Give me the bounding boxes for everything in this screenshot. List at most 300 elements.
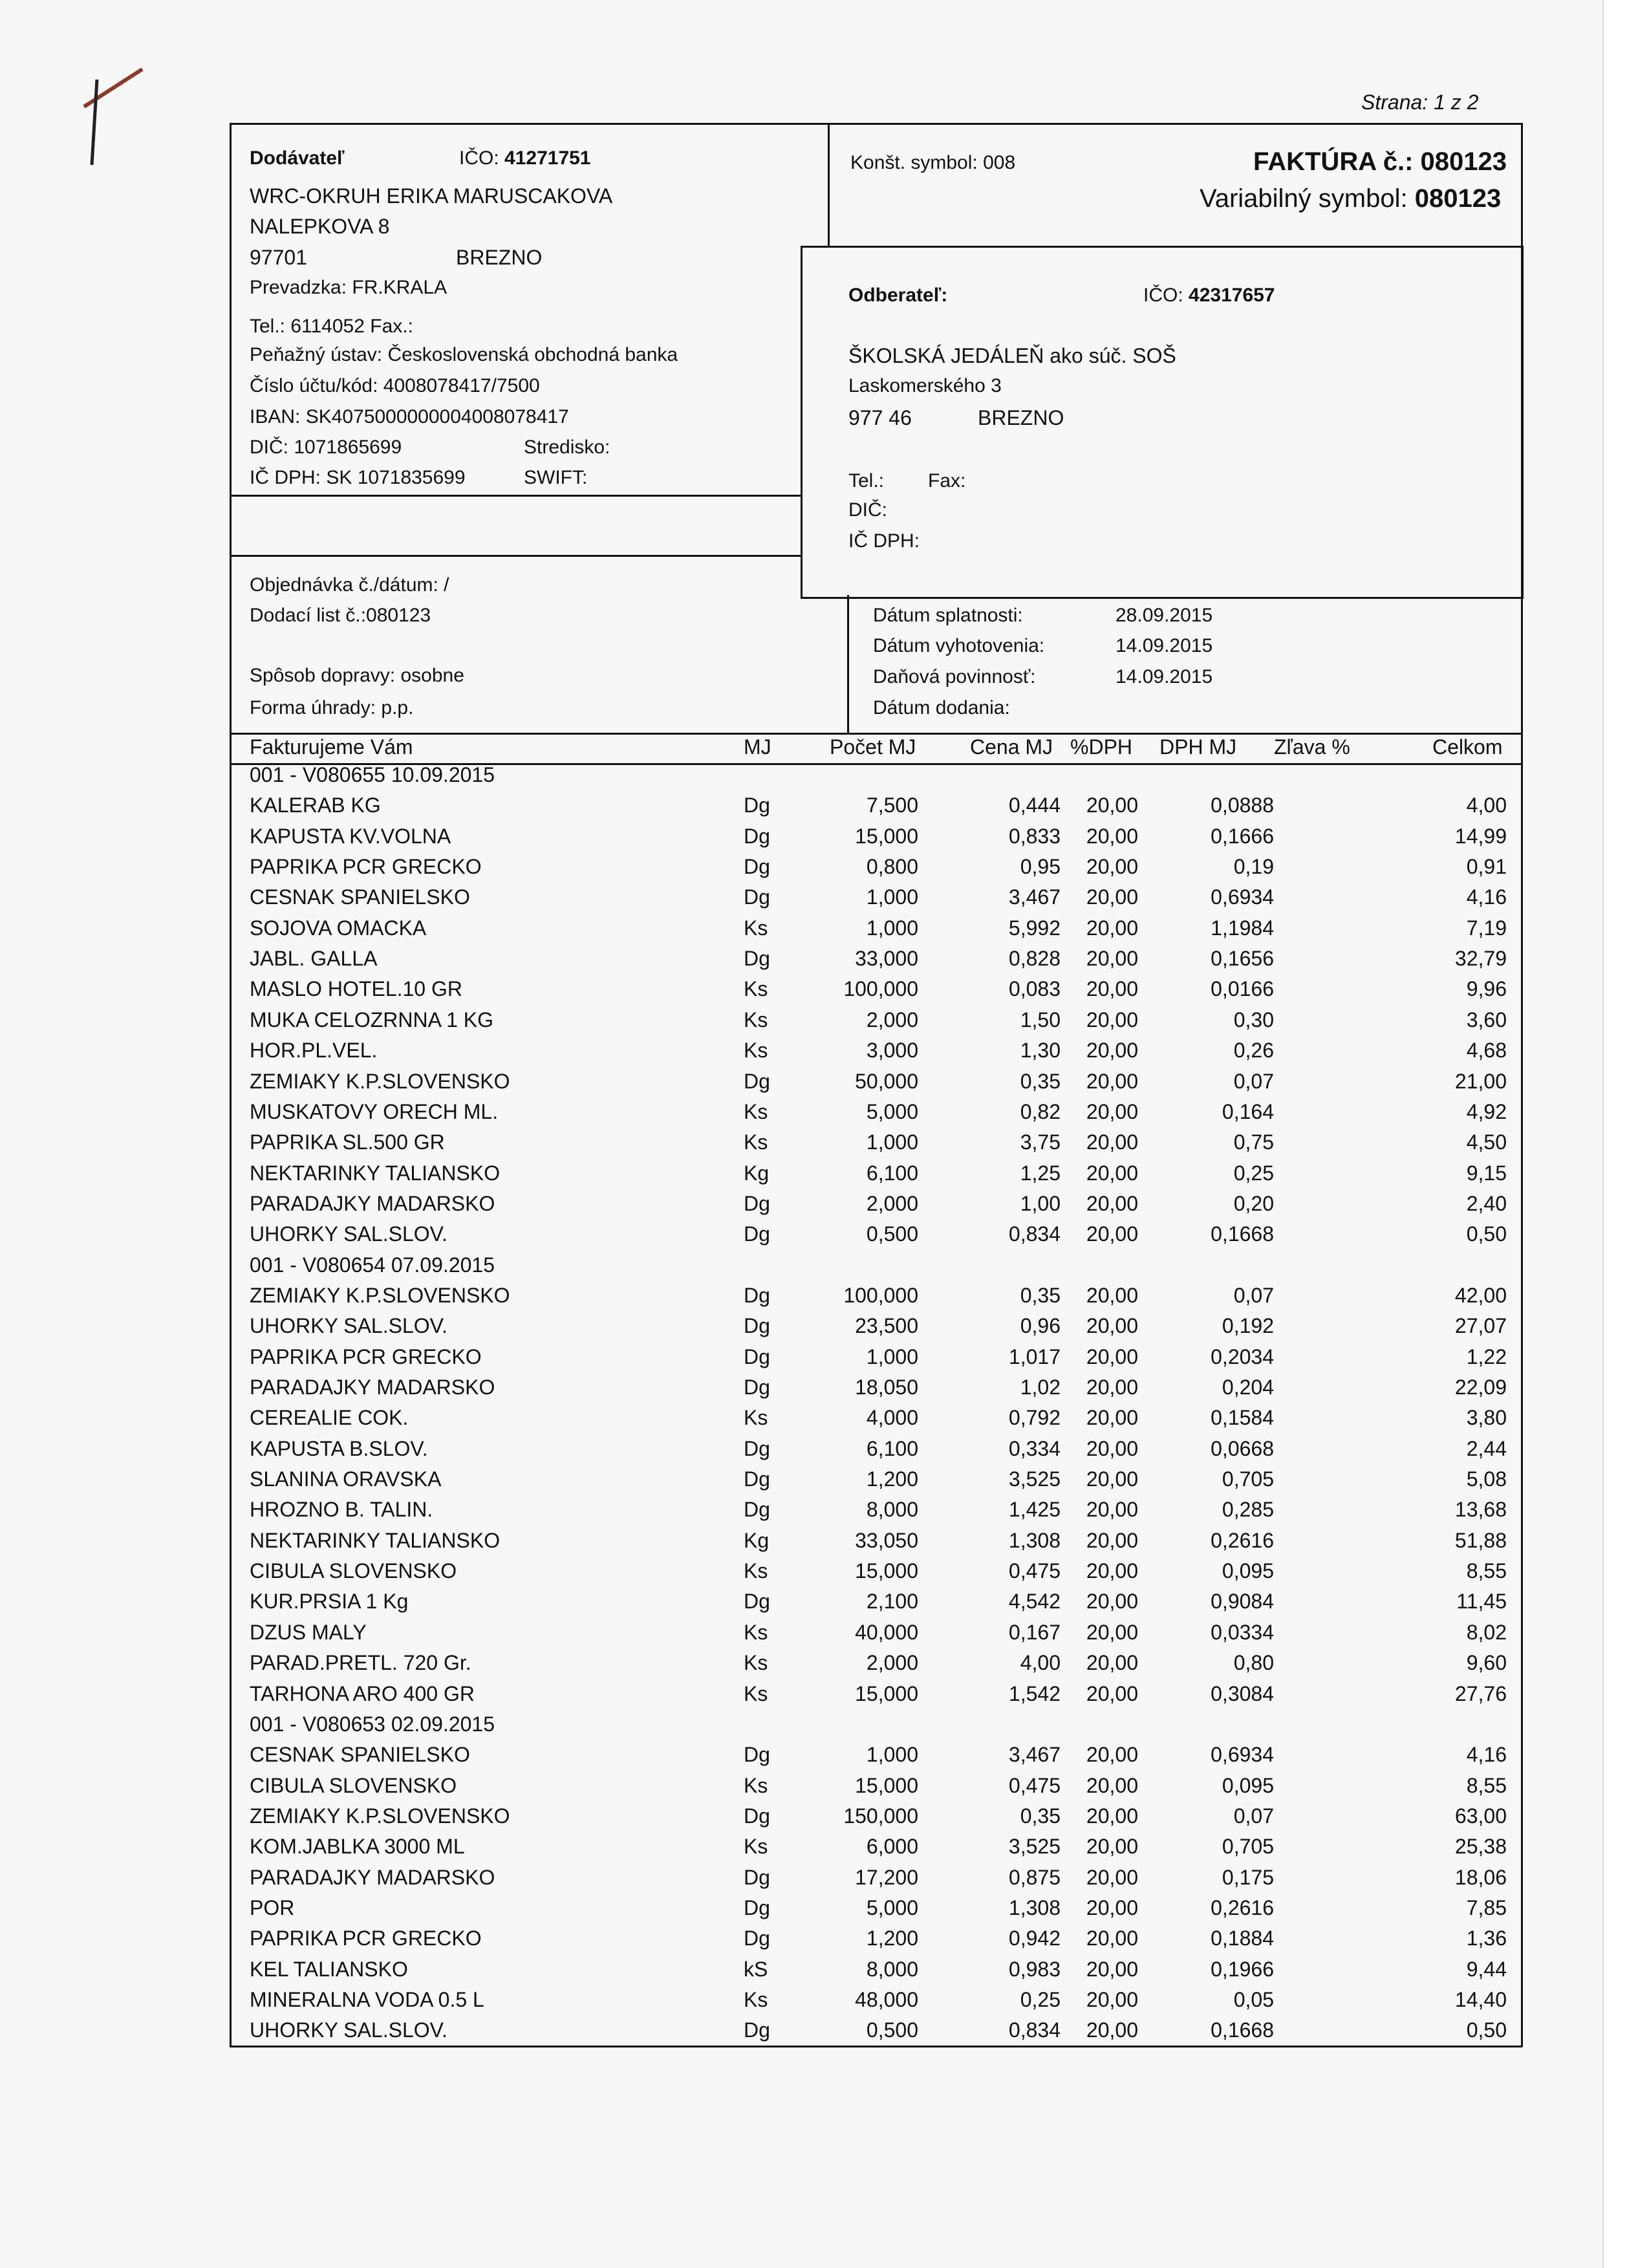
cell-price: 0,828	[1008, 947, 1061, 971]
table-row	[0, 1192, 1602, 1222]
cell-qty: 0,500	[866, 2018, 918, 2042]
cell-mj: Dg	[744, 1895, 770, 1919]
cell-price: 1,02	[1020, 1376, 1061, 1399]
customer-ico	[1143, 285, 1275, 307]
cell-dphmj: 0,2034	[1211, 1345, 1274, 1368]
cell-mj: Ks	[744, 916, 768, 940]
cell-mj: Kg	[744, 1161, 770, 1185]
cell-price: 0,35	[1020, 1804, 1061, 1828]
cell-qty: 18,050	[855, 1376, 918, 1399]
cell-qty: 6,100	[866, 1436, 918, 1460]
cell-vat: 20,00	[1086, 1835, 1138, 1859]
table-row	[0, 885, 1602, 916]
cell-dphmj: 0,07	[1233, 1283, 1274, 1307]
supplier-iban: IBAN: SK4075000000004008078417	[250, 406, 569, 427]
cell-vat: 20,00	[1086, 1283, 1138, 1307]
cell-total: 27,07	[1454, 1314, 1507, 1338]
cell-qty: 48,000	[855, 1988, 918, 2011]
cell-price: 1,308	[1008, 1528, 1061, 1552]
supplier-city: BREZNO	[456, 246, 543, 269]
supplier-swift: SWIFT:	[524, 467, 588, 488]
cell-qty: 4,000	[866, 1406, 918, 1430]
cell-qty: 1,200	[866, 1467, 918, 1491]
cell-total: 4,00	[1466, 794, 1507, 817]
cell-vat: 20,00	[1086, 916, 1138, 940]
cell-price: 0,792	[1008, 1406, 1061, 1430]
cell-dphmj: 0,705	[1222, 1835, 1274, 1859]
cell-mj: Dg	[744, 1069, 770, 1093]
cell-name: NEKTARINKY TALIANSKO	[250, 1528, 501, 1552]
cell-name: KOM.JABLKA 3000 ML	[250, 1835, 465, 1859]
cell-qty: 0,500	[866, 1222, 918, 1246]
customer-fax: Fax:	[928, 470, 966, 491]
cell-mj: Ks	[744, 1039, 768, 1063]
cell-total: 4,92	[1466, 1099, 1507, 1123]
cell-price: 3,75	[1020, 1130, 1061, 1154]
customer-zip: 977 46	[848, 406, 912, 429]
cell-qty: 2,100	[866, 1590, 918, 1614]
cell-name: UHORKY SAL.SLOV.	[250, 2018, 447, 2042]
variable-symbol-label: Variabilný symbol:	[1200, 184, 1408, 213]
cell-price: 0,475	[1008, 1773, 1061, 1797]
cell-price: 0,875	[1008, 1865, 1061, 1889]
cell-name: MUKA CELOZRNNA 1 KG	[250, 1008, 493, 1031]
cell-price: 0,95	[1020, 855, 1061, 879]
cell-qty: 1,000	[866, 1130, 918, 1154]
table-row	[0, 1958, 1602, 1988]
invoice-title-label: FAKTÚRA č.:	[1253, 147, 1414, 176]
cell-dphmj: 0,07	[1233, 1804, 1274, 1828]
cell-qty: 6,100	[866, 1161, 918, 1185]
cell-vat: 20,00	[1086, 1161, 1138, 1185]
cell-dphmj: 0,1668	[1211, 1222, 1274, 1246]
col-header-discount: Zľava %	[1274, 735, 1350, 759]
cell-name: 001 - V080654 07.09.2015	[250, 1253, 495, 1277]
table-row	[0, 855, 1602, 885]
cell-qty: 15,000	[855, 1773, 918, 1797]
supplier-ico-value: 41271751	[504, 147, 591, 169]
cell-name: KEL TALIANSKO	[250, 1957, 408, 1981]
cell-mj: Ks	[744, 1988, 768, 2011]
page-number: Strana: 1 z 2	[1361, 91, 1479, 114]
table-row	[0, 1835, 1602, 1865]
cell-name: ZEMIAKY K.P.SLOVENSKO	[250, 1069, 510, 1093]
cell-vat: 20,00	[1086, 977, 1138, 1001]
cell-name: CESNAK SPANIELSKO	[250, 1743, 470, 1767]
table-row	[0, 1406, 1602, 1436]
cell-price: 0,25	[1020, 1988, 1061, 2011]
customer-ico-label: IČO:	[1143, 285, 1183, 306]
cell-total: 9,44	[1466, 1957, 1507, 1981]
customer-street: Laskomerského 3	[848, 375, 1002, 396]
cell-mj: Ks	[744, 1099, 768, 1123]
table-row	[0, 1804, 1602, 1835]
cell-mj: Dg	[744, 1345, 770, 1368]
cell-price: 0,82	[1020, 1099, 1061, 1123]
cell-vat: 20,00	[1086, 1191, 1138, 1215]
cell-vat: 20,00	[1086, 1804, 1138, 1828]
cell-vat: 20,00	[1086, 947, 1138, 971]
cell-vat: 20,00	[1086, 1773, 1138, 1797]
table-row	[0, 794, 1602, 824]
cell-dphmj: 0,1884	[1211, 1927, 1274, 1950]
cell-dphmj: 0,705	[1222, 1467, 1274, 1491]
cell-qty: 2,000	[866, 1191, 918, 1215]
due-date-value: 28.09.2015	[1116, 605, 1213, 626]
cell-qty: 17,200	[855, 1865, 918, 1889]
cell-dphmj: 0,1584	[1211, 1406, 1274, 1430]
table-row	[0, 1927, 1602, 1957]
supplier-dic: DIČ: 1071865699	[250, 437, 402, 458]
table-row	[0, 1130, 1602, 1161]
col-header-dphmj: DPH MJ	[1159, 735, 1237, 759]
cell-name: MUSKATOVY ORECH ML.	[250, 1099, 499, 1123]
payment-method: Forma úhrady: p.p.	[250, 697, 414, 718]
cell-vat: 20,00	[1086, 1620, 1138, 1644]
cell-price: 1,30	[1020, 1039, 1061, 1063]
cell-total: 22,09	[1454, 1376, 1507, 1399]
cell-name: KAPUSTA KV.VOLNA	[250, 824, 451, 848]
cell-mj: Ks	[744, 1651, 768, 1675]
cell-price: 0,96	[1020, 1314, 1061, 1338]
cell-total: 7,85	[1466, 1895, 1507, 1919]
cell-name: PARADAJKY MADARSKO	[250, 1191, 495, 1215]
cell-vat: 20,00	[1086, 1069, 1138, 1093]
cell-vat: 20,00	[1086, 1927, 1138, 1950]
supplier-account: Číslo účtu/kód: 4008078417/7500	[250, 375, 540, 396]
cell-vat: 20,00	[1086, 1528, 1138, 1552]
cell-qty: 1,000	[866, 916, 918, 940]
cell-qty: 5,000	[866, 1895, 918, 1919]
cell-dphmj: 0,0888	[1211, 794, 1274, 817]
cell-price: 1,308	[1008, 1895, 1061, 1919]
issue-date-value: 14.09.2015	[1116, 635, 1213, 656]
cell-total: 8,02	[1466, 1620, 1507, 1644]
cell-qty: 33,050	[855, 1528, 918, 1552]
cell-vat: 20,00	[1086, 1559, 1138, 1583]
cell-vat: 20,00	[1086, 1651, 1138, 1675]
cell-vat: 20,00	[1086, 1314, 1138, 1338]
cell-qty: 1,200	[866, 1927, 918, 1950]
cell-total: 8,55	[1466, 1559, 1507, 1583]
cell-vat: 20,00	[1086, 1099, 1138, 1123]
cell-qty: 23,500	[855, 1314, 918, 1338]
cell-mj: Dg	[744, 1467, 770, 1491]
cell-mj: Dg	[744, 855, 770, 879]
cell-name: PAPRIKA PCR GRECKO	[250, 1345, 482, 1368]
cell-mj: Dg	[744, 1283, 770, 1307]
cell-name: JABL. GALLA	[250, 947, 378, 971]
cell-mj: Dg	[744, 1590, 770, 1614]
cell-vat: 20,00	[1086, 1376, 1138, 1399]
cell-total: 11,45	[1456, 1590, 1507, 1614]
cell-qty: 1,000	[866, 1743, 918, 1767]
supplier-bottom-line-2	[230, 555, 802, 557]
supplier-bottom-line	[230, 495, 802, 497]
cell-price: 1,00	[1020, 1191, 1061, 1215]
cell-name: KALERAB KG	[250, 794, 381, 817]
cell-qty: 8,000	[866, 1498, 918, 1522]
table-row	[0, 1314, 1602, 1345]
cell-price: 0,444	[1008, 794, 1061, 817]
cell-price: 3,467	[1008, 1743, 1061, 1767]
cell-dphmj: 0,80	[1233, 1651, 1274, 1675]
supplier-prevadzka: Prevadzka: FR.KRALA	[250, 277, 447, 298]
cell-dphmj: 0,164	[1222, 1099, 1274, 1123]
cell-price: 1,017	[1008, 1345, 1061, 1368]
cell-qty: 7,500	[866, 794, 918, 817]
cell-name: SOJOVA OMACKA	[250, 916, 427, 940]
supplier-zip: 97701	[250, 246, 307, 269]
table-row	[0, 1988, 1602, 2018]
cell-mj: Ks	[744, 1620, 768, 1644]
cell-dphmj: 0,2616	[1211, 1528, 1274, 1552]
cell-name: SLANINA ORAVSKA	[250, 1467, 442, 1491]
cell-name: NEKTARINKY TALIANSKO	[250, 1161, 501, 1185]
cell-total: 9,96	[1466, 977, 1507, 1001]
divider-header-mid	[828, 123, 830, 246]
cell-total: 27,76	[1454, 1681, 1507, 1705]
cell-total: 7,19	[1466, 916, 1507, 940]
cell-name: HOR.PL.VEL.	[250, 1039, 378, 1063]
cell-total: 25,38	[1454, 1835, 1507, 1859]
cell-dphmj: 0,175	[1222, 1865, 1274, 1889]
cell-vat: 20,00	[1086, 855, 1138, 879]
cell-name: UHORKY SAL.SLOV.	[250, 1222, 447, 1246]
cell-vat: 20,00	[1086, 1895, 1138, 1919]
cell-dphmj: 1,1984	[1211, 916, 1274, 940]
cell-mj: kS	[744, 1957, 768, 1981]
cell-mj: Dg	[744, 1191, 770, 1215]
cell-price: 1,50	[1020, 1008, 1061, 1031]
table-row	[0, 1866, 1602, 1896]
cell-qty: 1,000	[866, 1345, 918, 1368]
cell-name: ZEMIAKY K.P.SLOVENSKO	[250, 1283, 510, 1307]
group-header-row	[0, 763, 1602, 794]
cell-dphmj: 0,26	[1233, 1039, 1274, 1063]
cell-mj: Ks	[744, 1406, 768, 1430]
cell-total: 4,50	[1466, 1130, 1507, 1154]
cell-total: 14,99	[1454, 824, 1507, 848]
cell-price: 0,834	[1008, 1222, 1061, 1246]
cell-vat: 20,00	[1086, 1957, 1138, 1981]
cell-dphmj: 0,1656	[1211, 947, 1274, 971]
cell-dphmj: 0,204	[1222, 1376, 1274, 1399]
cell-vat: 20,00	[1086, 2018, 1138, 2042]
customer-tel: Tel.:	[848, 470, 885, 491]
cell-price: 5,992	[1008, 916, 1061, 940]
cell-total: 4,16	[1466, 885, 1507, 909]
customer-icdph: IČ DPH:	[848, 530, 920, 552]
table-header-line	[230, 733, 1522, 735]
cell-vat: 20,00	[1086, 885, 1138, 909]
supplier-street: NALEPKOVA 8	[250, 215, 390, 238]
cell-price: 0,35	[1020, 1283, 1061, 1307]
cell-mj: Dg	[744, 1498, 770, 1522]
table-row	[0, 1100, 1602, 1130]
supplier-name: WRC-OKRUH ERIKA MARUSCAKOVA	[250, 184, 613, 208]
cell-qty: 0,800	[866, 855, 918, 879]
cell-name: MASLO HOTEL.10 GR	[250, 977, 462, 1001]
cell-dphmj: 0,3084	[1211, 1681, 1274, 1705]
customer-label: Odberateľ:	[848, 285, 948, 306]
konst-symbol: Konšt. symbol: 008	[850, 152, 1016, 173]
table-row	[0, 1559, 1602, 1590]
cell-dphmj: 0,095	[1222, 1559, 1274, 1583]
cell-price: 1,25	[1020, 1161, 1061, 1185]
cell-qty: 100,000	[843, 977, 918, 1001]
cell-vat: 20,00	[1086, 1008, 1138, 1031]
cell-qty: 3,000	[866, 1039, 918, 1063]
cell-mj: Ks	[744, 1773, 768, 1797]
cell-vat: 20,00	[1086, 1436, 1138, 1460]
cell-total: 13,68	[1454, 1498, 1507, 1522]
variable-symbol-value: 080123	[1414, 184, 1502, 213]
cell-mj: Ks	[744, 1681, 768, 1705]
cell-dphmj: 0,9084	[1211, 1590, 1274, 1614]
cell-name: POR	[250, 1895, 295, 1919]
table-row	[0, 1437, 1602, 1467]
group-header-row	[0, 1712, 1602, 1743]
cell-vat: 20,00	[1086, 1681, 1138, 1705]
col-header-price: Cena MJ	[970, 735, 1053, 759]
cell-total: 2,44	[1466, 1436, 1507, 1460]
cell-total: 9,15	[1466, 1161, 1507, 1185]
frame-top	[230, 123, 1522, 125]
customer-ico-value: 42317657	[1189, 285, 1275, 306]
cell-mj: Ks	[744, 1008, 768, 1031]
cell-mj: Dg	[744, 947, 770, 971]
table-row	[0, 1376, 1602, 1406]
cell-name: UHORKY SAL.SLOV.	[250, 1314, 447, 1338]
cell-price: 0,475	[1008, 1559, 1061, 1583]
cell-vat: 20,00	[1086, 1039, 1138, 1063]
scanner-margin	[1602, 0, 1649, 2268]
cell-mj: Dg	[744, 1314, 770, 1338]
col-header-qty: Počet MJ	[830, 735, 916, 759]
transport-method: Spôsob dopravy: osobne	[250, 665, 464, 686]
cell-dphmj: 0,0668	[1211, 1436, 1274, 1460]
cell-price: 1,542	[1008, 1681, 1061, 1705]
table-row	[0, 1345, 1602, 1376]
cell-dphmj: 0,6934	[1211, 885, 1274, 909]
cell-name: PARAD.PRETL. 720 Gr.	[250, 1651, 471, 1675]
cell-total: 0,50	[1466, 2018, 1507, 2042]
cell-qty: 150,000	[843, 1804, 918, 1828]
cell-price: 3,467	[1008, 885, 1061, 909]
table-row	[0, 1039, 1602, 1069]
table-row	[0, 1529, 1602, 1559]
supplier-label: Dodávateľ	[250, 147, 345, 169]
cell-total: 63,00	[1454, 1804, 1507, 1828]
tax-date-value: 14.09.2015	[1116, 666, 1213, 687]
table-row	[0, 1161, 1602, 1192]
cell-qty: 1,000	[866, 885, 918, 909]
divider-dates	[847, 595, 849, 734]
table-row	[0, 1222, 1602, 1253]
customer-dic: DIČ:	[848, 499, 887, 521]
cell-dphmj: 0,0166	[1211, 977, 1274, 1001]
pen-mark-icon	[58, 61, 162, 178]
cell-mj: Dg	[744, 1865, 770, 1889]
cell-dphmj: 0,25	[1233, 1161, 1274, 1185]
supplier-icdph: IČ DPH: SK 1071835699	[250, 467, 466, 488]
col-header-name: Fakturujeme Vám	[250, 735, 413, 759]
cell-vat: 20,00	[1086, 1130, 1138, 1154]
table-row	[0, 1682, 1602, 1712]
cell-dphmj: 0,19	[1233, 855, 1274, 879]
cell-total: 3,60	[1466, 1008, 1507, 1031]
supplier-bank: Peňažný ústav: Československá obchodná banka	[250, 344, 678, 365]
cell-total: 8,55	[1466, 1773, 1507, 1797]
cell-dphmj: 0,07	[1233, 1069, 1274, 1093]
cell-dphmj: 0,2616	[1211, 1895, 1274, 1919]
cell-price: 0,35	[1020, 1069, 1061, 1093]
cell-qty: 15,000	[855, 1559, 918, 1583]
cell-mj: Ks	[744, 1130, 768, 1154]
cell-price: 0,983	[1008, 1957, 1061, 1981]
cell-qty: 33,000	[855, 947, 918, 971]
cell-total: 42,00	[1454, 1283, 1507, 1307]
cell-dphmj: 0,285	[1222, 1498, 1274, 1522]
cell-mj: Ks	[744, 1559, 768, 1583]
supplier-stredisko: Stredisko:	[524, 437, 610, 458]
cell-price: 0,942	[1008, 1927, 1061, 1950]
customer-name: ŠKOLSKÁ JEDÁLEŇ ako súč. SOŠ	[848, 344, 1176, 367]
table-row	[0, 2018, 1602, 2049]
cell-vat: 20,00	[1086, 1467, 1138, 1491]
cell-price: 4,00	[1020, 1651, 1061, 1675]
cell-price: 0,167	[1008, 1620, 1061, 1644]
table-row	[0, 1467, 1602, 1498]
group-header-row	[0, 1253, 1602, 1284]
cell-vat: 20,00	[1086, 1590, 1138, 1614]
cell-qty: 50,000	[855, 1069, 918, 1093]
cell-dphmj: 0,0334	[1211, 1620, 1274, 1644]
supplier-tel: Tel.: 6114052 Fax.:	[250, 316, 413, 337]
cell-dphmj: 0,30	[1233, 1008, 1274, 1031]
cell-price: 1,425	[1008, 1498, 1061, 1522]
supplier-ico-label: IČO:	[459, 147, 499, 169]
cell-mj: Dg	[744, 1376, 770, 1399]
cell-total: 18,06	[1454, 1865, 1507, 1889]
cell-name: ZEMIAKY K.P.SLOVENSKO	[250, 1804, 510, 1828]
cell-name: 001 - V080655 10.09.2015	[250, 763, 495, 786]
cell-name: DZUS MALY	[250, 1620, 367, 1644]
cell-name: CEREALIE COK.	[250, 1406, 409, 1430]
cell-mj: Dg	[744, 1743, 770, 1767]
cell-vat: 20,00	[1086, 1345, 1138, 1368]
cell-mj: Dg	[744, 1436, 770, 1460]
cell-name: PAPRIKA PCR GRECKO	[250, 1927, 482, 1950]
cell-vat: 20,00	[1086, 1988, 1138, 2011]
cell-mj: Kg	[744, 1528, 770, 1552]
table-row	[0, 916, 1602, 947]
cell-price: 4,542	[1008, 1590, 1061, 1614]
order-number: Objednávka č./dátum: /	[250, 574, 449, 596]
table-row	[0, 1284, 1602, 1314]
cell-qty: 5,000	[866, 1099, 918, 1123]
cell-name: HROZNO B. TALIN.	[250, 1498, 433, 1522]
cell-price: 3,525	[1008, 1467, 1061, 1491]
col-header-vat: %DPH	[1070, 735, 1133, 759]
cell-name: PARADAJKY MADARSKO	[250, 1865, 495, 1889]
cell-mj: Dg	[744, 794, 770, 817]
cell-dphmj: 0,1666	[1211, 824, 1274, 848]
table-row	[0, 1008, 1602, 1039]
cell-vat: 20,00	[1086, 1498, 1138, 1522]
cell-vat: 20,00	[1086, 1406, 1138, 1430]
